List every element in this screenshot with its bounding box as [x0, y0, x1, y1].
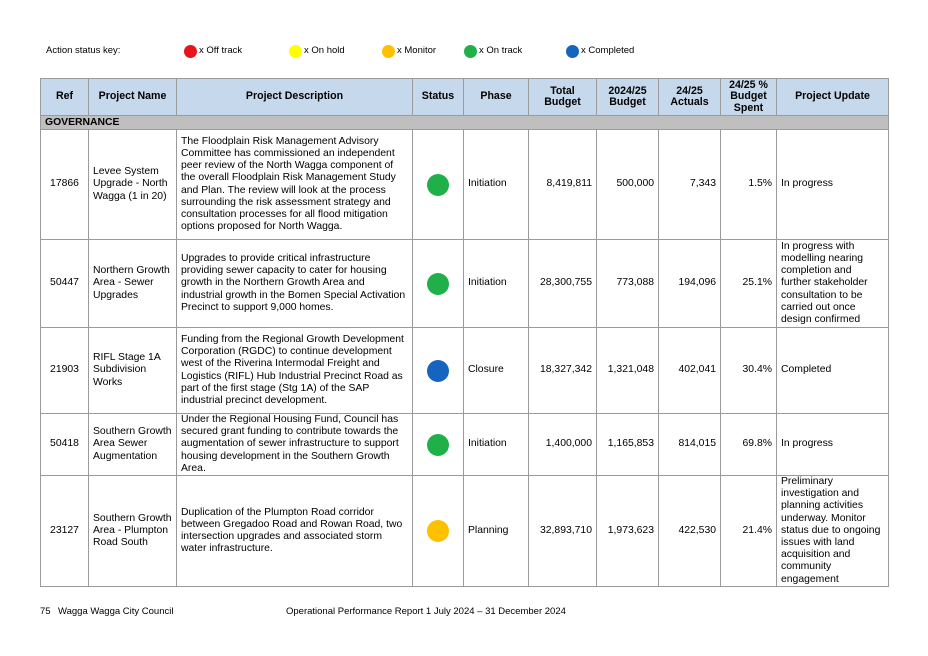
project-update-cell: In progress with modelling nearing completion and further stakeholder consultation to be carried out once design confirmed — [777, 240, 889, 328]
budget-spent-cell: 25.1% — [721, 240, 777, 328]
project-name-cell: RIFL Stage 1A Subdivision Works — [89, 328, 177, 414]
status-dot-icon — [427, 360, 449, 382]
key-item-on-track: x On track — [464, 44, 522, 58]
section-governance: GOVERNANCE — [41, 116, 889, 130]
header-actuals-2425: 24/25 Actuals — [659, 79, 721, 116]
phase-cell: Initiation — [464, 414, 529, 476]
status-dot-icon — [427, 174, 449, 196]
phase-cell: Initiation — [464, 130, 529, 240]
ref-cell: 50418 — [41, 414, 89, 476]
key-item-off-track: x Off track — [184, 44, 242, 58]
phase-cell: Closure — [464, 328, 529, 414]
red-dot-icon — [184, 45, 197, 58]
key-item-completed: x Completed — [566, 44, 634, 58]
ref-cell: 21903 — [41, 328, 89, 414]
page-number: 75 — [40, 606, 51, 617]
table-header-row — [41, 79, 889, 116]
status-key — [46, 44, 686, 58]
project-update-cell: Preliminary investigation and planning activities underway. Monitor status due to ongoing issues with land acquisition and community engagement — [777, 476, 889, 587]
budget-spent-cell: 30.4% — [721, 328, 777, 414]
key-item-on-hold: x On hold — [289, 44, 345, 58]
status-dot-icon — [427, 520, 449, 542]
amber-dot-icon — [382, 45, 395, 58]
table-row — [41, 476, 889, 587]
header-total-budget: Total Budget — [529, 79, 597, 116]
total-budget-cell: 32,893,710 — [529, 476, 597, 587]
status-cell — [413, 476, 464, 587]
project-update-cell: Completed — [777, 328, 889, 414]
header-project-update: Project Update — [777, 79, 889, 116]
budget-cell: 1,321,048 — [597, 328, 659, 414]
blue-dot-icon — [566, 45, 579, 58]
header-budget-2425: 2024/25 Budget — [597, 79, 659, 116]
status-cell — [413, 328, 464, 414]
project-description-cell: Funding from the Regional Growth Development Corporation (RGDC) to continue development west of the Riverina Intermodal Freight and Logistics (RIFL) Hub Industrial Precinct Road as part of the first stage (Stg 1A) of the SAP industrial precinct development. — [177, 328, 413, 414]
header-project-name: Project Name — [89, 79, 177, 116]
budget-cell: 1,165,853 — [597, 414, 659, 476]
phase-cell: Initiation — [464, 240, 529, 328]
project-description-cell: Upgrades to provide critical infrastructure providing sewer capacity to cater for housing growth in the Northern Growth Area and industrial growth in the Bomen Special Activation Precinct to support 9,000 homes. — [177, 240, 413, 328]
actuals-cell: 402,041 — [659, 328, 721, 414]
table-row — [41, 328, 889, 414]
total-budget-cell: 28,300,755 — [529, 240, 597, 328]
project-description-cell: The Floodplain Risk Management Advisory Committee has commissioned an independent peer review of the North Wagga component of the overall Floodplain Risk Management Study and Plan. The review will look at the process surrounding the risk assessment strategy and consultation processes for all flood mitigation options proposed for North Wagga. — [177, 130, 413, 240]
ref-cell: 50447 — [41, 240, 89, 328]
total-budget-cell: 18,327,342 — [529, 328, 597, 414]
project-update-cell: In progress — [777, 130, 889, 240]
budget-cell: 1,973,623 — [597, 476, 659, 587]
yellow-dot-icon — [289, 45, 302, 58]
section-row — [41, 116, 889, 130]
actuals-cell: 194,096 — [659, 240, 721, 328]
actuals-cell: 814,015 — [659, 414, 721, 476]
project-description-cell: Under the Regional Housing Fund, Council has secured grant funding to contribute towards the augmentation of sewer infrastructure to support housing development in the Southern Growth Area. — [177, 414, 413, 476]
projects-table — [40, 78, 889, 587]
project-update-cell: In progress — [777, 414, 889, 476]
budget-cell: 773,088 — [597, 240, 659, 328]
key-item-monitor: x Monitor — [382, 44, 436, 58]
project-name-cell: Northern Growth Area - Sewer Upgrades — [89, 240, 177, 328]
status-key-title: Action status key: — [46, 45, 121, 56]
green-dot-icon — [464, 45, 477, 58]
header-budget-spent: 24/25 % Budget Spent — [721, 79, 777, 116]
status-cell — [413, 414, 464, 476]
actuals-cell: 7,343 — [659, 130, 721, 240]
project-description-cell: Duplication of the Plumpton Road corridor between Gregadoo Road and Rowan Road, two intersection upgrades and associated storm water infrastructure. — [177, 476, 413, 587]
table-row — [41, 240, 889, 328]
status-dot-icon — [427, 273, 449, 295]
budget-spent-cell: 69.8% — [721, 414, 777, 476]
budget-spent-cell: 21.4% — [721, 476, 777, 587]
header-phase: Phase — [464, 79, 529, 116]
actuals-cell: 422,530 — [659, 476, 721, 587]
table-row — [41, 130, 889, 240]
header-status: Status — [413, 79, 464, 116]
phase-cell: Planning — [464, 476, 529, 587]
project-name-cell: Southern Growth Area Sewer Augmentation — [89, 414, 177, 476]
total-budget-cell: 8,419,811 — [529, 130, 597, 240]
status-cell — [413, 240, 464, 328]
footer-report-title: Operational Performance Report 1 July 2024 – 31 December 2024 — [286, 606, 566, 617]
project-name-cell: Southern Growth Area - Plumpton Road South — [89, 476, 177, 587]
budget-cell: 500,000 — [597, 130, 659, 240]
status-dot-icon — [427, 434, 449, 456]
header-ref: Ref — [41, 79, 89, 116]
ref-cell: 17866 — [41, 130, 89, 240]
budget-spent-cell: 1.5% — [721, 130, 777, 240]
status-cell — [413, 130, 464, 240]
total-budget-cell: 1,400,000 — [529, 414, 597, 476]
footer-organisation: Wagga Wagga City Council — [58, 606, 174, 617]
table-row — [41, 414, 889, 476]
ref-cell: 23127 — [41, 476, 89, 587]
project-name-cell: Levee System Upgrade - North Wagga (1 in 20) — [89, 130, 177, 240]
header-project-description: Project Description — [177, 79, 413, 116]
